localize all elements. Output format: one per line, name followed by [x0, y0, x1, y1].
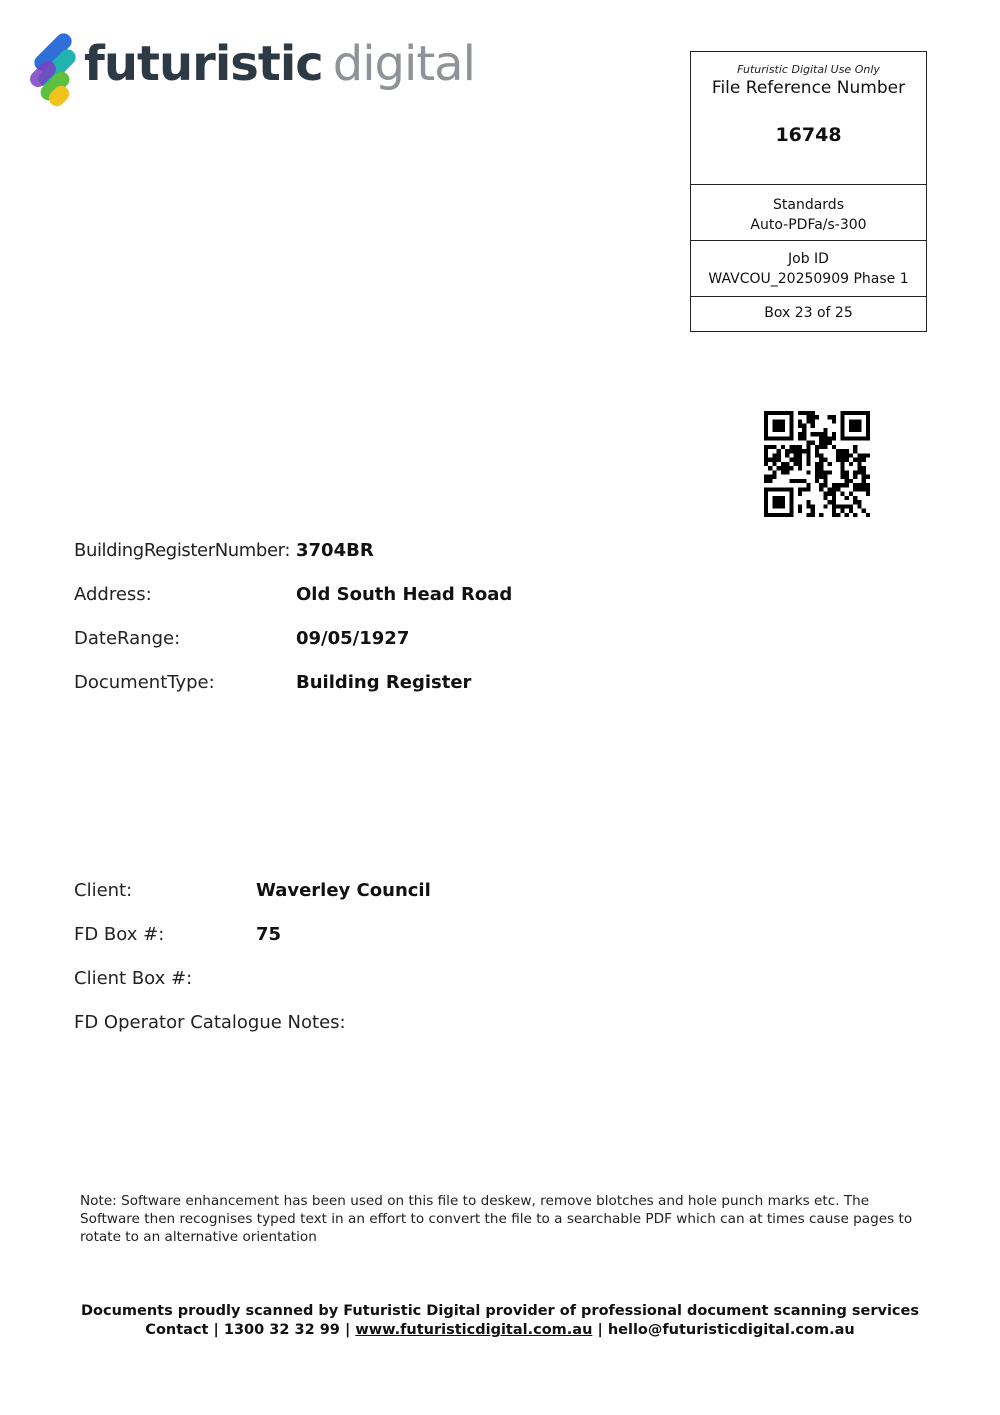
file-reference-number: 16748 — [775, 124, 842, 146]
job-id-value: WAVCOU_20250909 Phase 1 — [708, 271, 909, 287]
footer-contact-phone: Contact | 1300 32 32 99 | — [145, 1322, 351, 1338]
logo-wordmark — [84, 36, 475, 92]
document-type-value: Building Register — [296, 672, 472, 693]
operator-notes-label: FD Operator Catalogue Notes: — [74, 1012, 346, 1033]
document-type-label: DocumentType: — [74, 672, 215, 693]
use-only-note: Futuristic Digital Use Only — [737, 63, 880, 76]
file-reference-box — [690, 51, 927, 332]
file-reference-title: File Reference Number — [711, 78, 906, 98]
building-register-number-label: BuildingRegisterNumber: — [74, 540, 290, 561]
company-logo — [24, 26, 475, 108]
footer-contact — [0, 1321, 1000, 1340]
file-reference-cell — [691, 52, 926, 185]
standards-cell — [691, 185, 926, 241]
client-value: Waverley Council — [256, 880, 431, 901]
fd-box-label: FD Box #: — [74, 924, 165, 945]
address-value: Old South Head Road — [296, 584, 513, 605]
job-id-label: Job ID — [788, 251, 829, 267]
date-range-value: 09/05/1927 — [296, 628, 410, 649]
fd-box-value: 75 — [256, 924, 282, 945]
website-link[interactable]: www.futuristicdigital.com.au — [355, 1322, 593, 1338]
client-label: Client: — [74, 880, 133, 901]
logo-mark-icon — [24, 26, 82, 108]
client-box-label: Client Box #: — [74, 968, 193, 989]
qr-code-icon — [764, 411, 870, 517]
logo-word-secondary: digital — [332, 36, 475, 92]
job-id-cell — [691, 241, 926, 297]
software-enhancement-note: Note: Software enhancement has been used on this file to deskew, remove blotches and hole punch marks etc. The Software then recognises typed text in an effort to convert the file to a searchable PDF which can at times cause pages to rotate to an alternative orientation — [80, 1193, 913, 1245]
footer-tagline: Documents proudly scanned by Futuristic Digital provider of professional document scanning services — [81, 1303, 919, 1319]
email-link[interactable]: hello@futuristicdigital.com.au — [607, 1322, 855, 1338]
date-range-label: DateRange: — [74, 628, 181, 649]
logo-word-primary: futuristic — [84, 36, 323, 92]
footer-separator: | — [597, 1322, 603, 1338]
standards-label: Standards — [773, 197, 844, 213]
building-register-number-value: 3704BR — [296, 540, 374, 561]
box-count: Box 23 of 25 — [764, 305, 853, 321]
box-count-cell — [691, 297, 926, 331]
footer — [0, 1302, 1000, 1340]
address-label: Address: — [74, 584, 152, 605]
standards-value: Auto-PDFa/s-300 — [750, 217, 867, 233]
